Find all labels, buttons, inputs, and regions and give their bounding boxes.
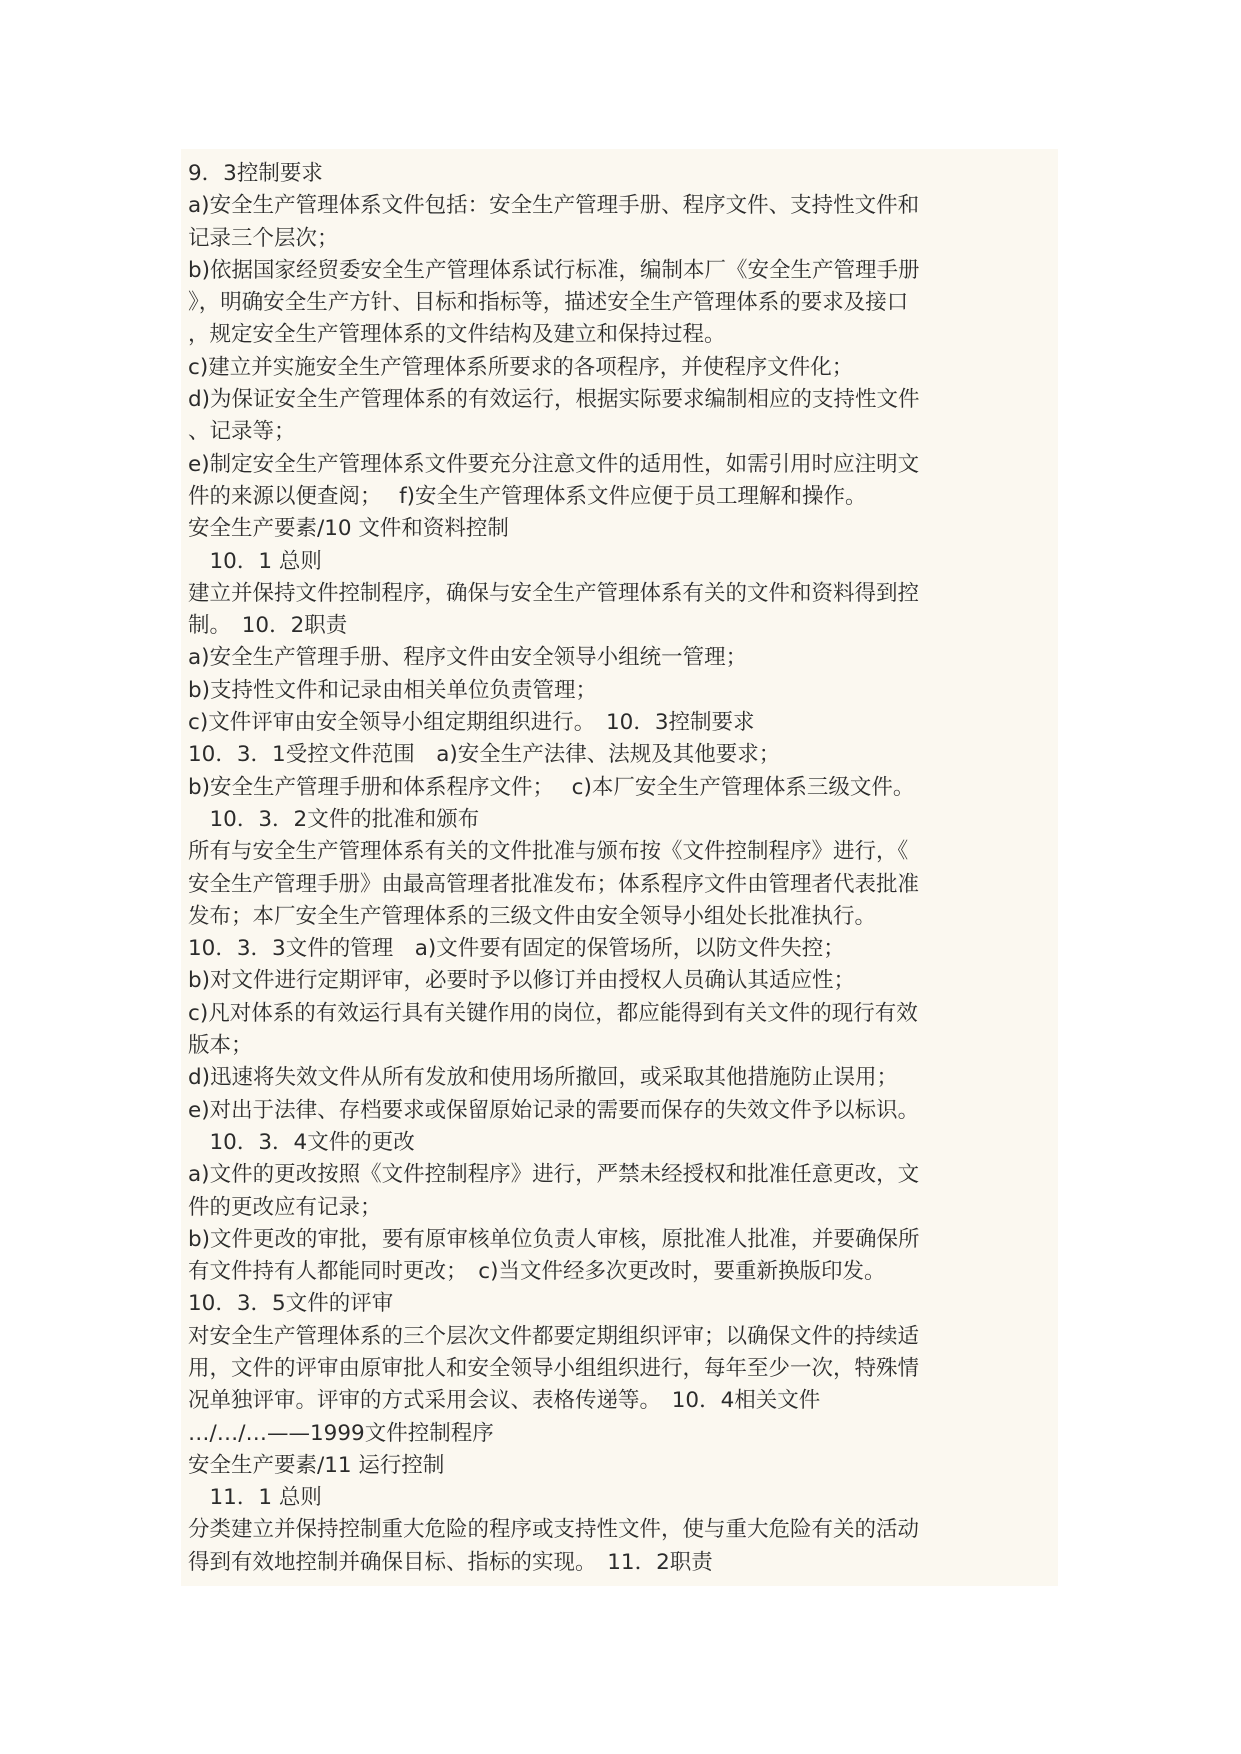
text-line: 建立并保持文件控制程序，确保与安全生产管理体系有关的文件和资料得到控 — [188, 580, 920, 606]
text-line: 10．3．2文件的批准和颁布 — [188, 806, 480, 832]
text-line: 件的来源以便查阅； f)安全生产管理体系文件应便于员工理解和操作。 — [188, 483, 867, 509]
text-line: 分类建立并保持控制重大危险的程序或支持性文件，使与重大危险有关的活动 — [188, 1517, 920, 1543]
text-line: …/…/…——1999文件控制程序 — [188, 1420, 494, 1446]
document-page — [181, 149, 1058, 1586]
text-line: 安全生产要素/10 文件和资料控制 — [188, 516, 509, 542]
text-line: 所有与安全生产管理体系有关的文件批准与颁布按《文件控制程序》进行，《 — [188, 839, 909, 865]
text-line: 制。 10．2职责 — [188, 613, 348, 639]
text-line: b)支持性文件和记录由相关单位负责管理； — [188, 677, 598, 703]
text-line: 版本； — [188, 1033, 253, 1059]
text-line: 发布；本厂安全生产管理体系的三级文件由安全领导小组处长批准执行。 — [188, 903, 877, 929]
text-line: 记录三个层次； — [188, 225, 339, 251]
text-line: b)依据国家经贸委安全生产管理体系试行标准，编制本厂《安全生产管理手册 — [188, 257, 920, 283]
text-line: c)建立并实施安全生产管理体系所要求的各项程序，并使程序文件化； — [188, 354, 854, 380]
text-line: e)制定安全生产管理体系文件要充分注意文件的适用性，如需引用时应注明文 — [188, 451, 920, 477]
text-line: 》，明确安全生产方针、目标和指标等，描述安全生产管理体系的要求及接口 — [188, 290, 909, 316]
text-line: d)迅速将失效文件从所有发放和使用场所撤回，或采取其他措施防止误用； — [188, 1065, 899, 1091]
text-line: 有文件持有人都能同时更改； c)当文件经多次更改时，要重新换版印发。 — [188, 1259, 886, 1285]
text-line: 用，文件的评审由原审批人和安全领导小组组织进行，每年至少一次，特殊情 — [188, 1355, 920, 1381]
text-line: 安全生产管理手册》由最高管理者批准发布；体系程序文件由管理者代表批准 — [188, 871, 920, 897]
text-line: 件的更改应有记录； — [188, 1194, 382, 1220]
text-line: 10．3．5文件的评审 — [188, 1291, 394, 1317]
text-line: c)凡对体系的有效运行具有关键作用的岗位，都应能得到有关文件的现行有效 — [188, 1000, 918, 1026]
text-line: 安全生产要素/11 运行控制 — [188, 1452, 445, 1478]
text-line: 得到有效地控制并确保目标、指标的实现。 11．2职责 — [188, 1549, 713, 1575]
text-line: 9．3控制要求 — [188, 161, 323, 186]
text-line: 10．3．4文件的更改 — [188, 1129, 415, 1155]
text-line: 10．1 总则 — [188, 548, 322, 574]
text-line: 对安全生产管理体系的三个层次文件都要定期组织评审；以确保文件的持续适 — [188, 1323, 920, 1349]
text-line: a)安全生产管理体系文件包括：安全生产管理手册、程序文件、支持性文件和 — [188, 193, 920, 219]
text-line: d)为保证安全生产管理体系的有效运行，根据实际要求编制相应的支持性文件 — [188, 387, 920, 413]
text-line: 10．3．1受控文件范围 a)安全生产法律、法规及其他要求； — [188, 742, 781, 768]
text-line: 、记录等； — [188, 419, 296, 445]
text-line: 10．3．3文件的管理 a)文件要有固定的保管场所，以防文件失控； — [188, 936, 845, 962]
text-line: a)安全生产管理手册、程序文件由安全领导小组统一管理； — [188, 645, 748, 671]
text-line: b)安全生产管理手册和体系程序文件； c)本厂安全生产管理体系三级文件。 — [188, 774, 915, 800]
text-line: e)对出于法律、存档要求或保留原始记录的需要而保存的失效文件予以标识。 — [188, 1097, 920, 1123]
text-line: b)文件更改的审批，要有原审核单位负责人审核，原批准人批准，并要确保所 — [188, 1226, 920, 1252]
text-line: b)对文件进行定期评审，必要时予以修订并由授权人员确认其适应性； — [188, 968, 856, 994]
text-line: ，规定安全生产管理体系的文件结构及建立和保持过程。 — [188, 322, 726, 348]
text-line: 况单独评审。评审的方式采用会议、表格传递等。 10．4相关文件 — [188, 1388, 821, 1414]
text-line: a)文件的更改按照《文件控制程序》进行，严禁未经授权和批准任意更改，文 — [188, 1162, 920, 1188]
text-line: 11．1 总则 — [188, 1485, 322, 1511]
text-line: c)文件评审由安全领导小组定期组织进行。 10．3控制要求 — [188, 710, 755, 736]
